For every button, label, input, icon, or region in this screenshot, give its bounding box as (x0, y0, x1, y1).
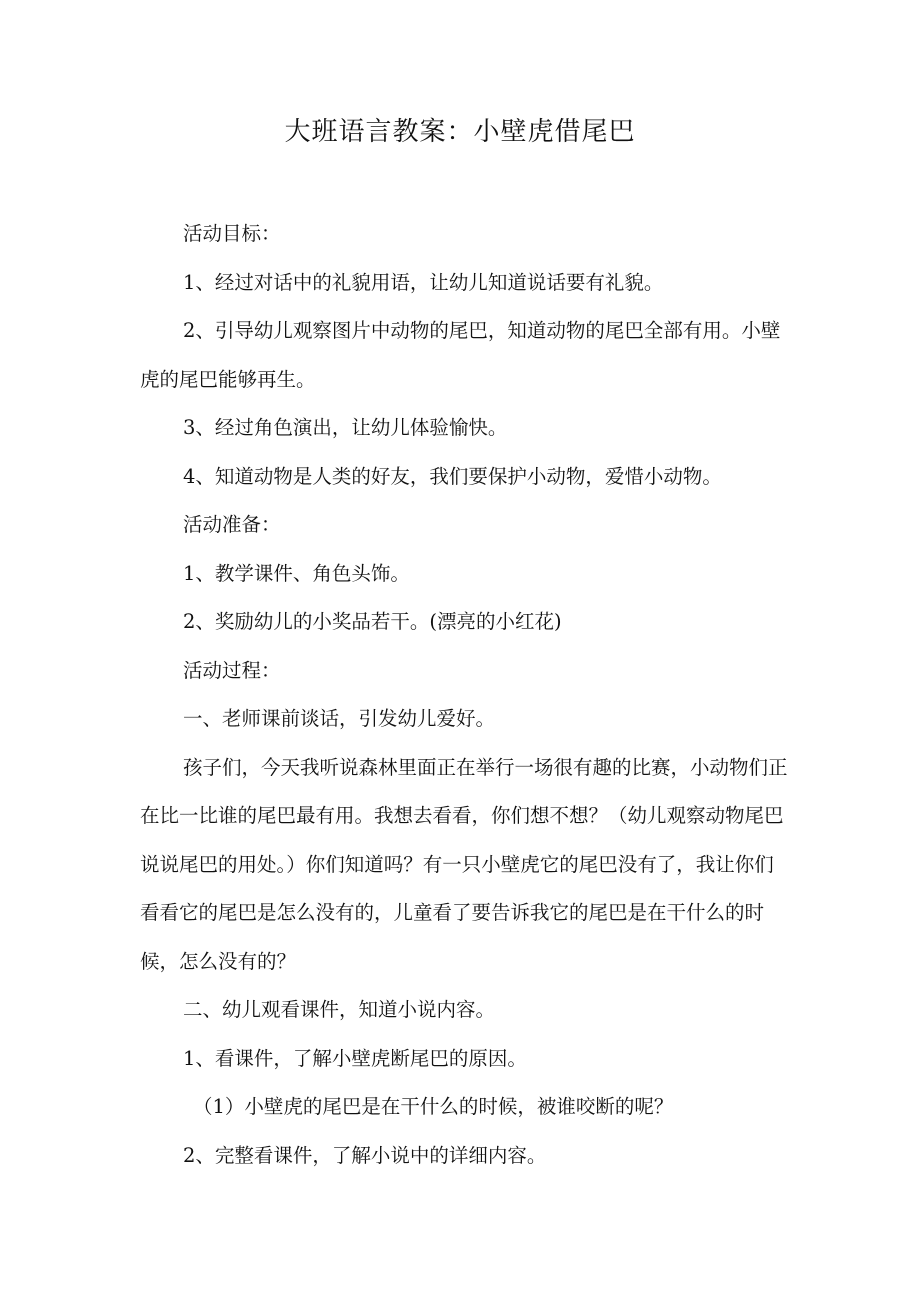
preparation-item-2: 2、奖励幼儿的小奖品若干。(漂亮的小红花) (183, 610, 562, 633)
goal-item-1: 1、经过对话中的礼貌用语，让幼儿知道说话要有礼貌。 (183, 270, 664, 294)
process-step-2-question: （1）小壁虎的尾巴是在干什么的时候，被谁咬断的呢？ (193, 1095, 674, 1118)
section-heading-goals: 活动目标： (183, 222, 281, 245)
process-step-1: 一、老师课前谈话，引发幼儿爱好。 (183, 707, 496, 730)
goal-item-4: 4、知道动物是人类的好友，我们要保护小动物，爱惜小动物。 (183, 464, 722, 488)
process-step-2: 二、幼儿观看课件，知道小说内容。 (183, 998, 496, 1021)
process-step-2-item-1: 1、看课件，了解小壁虎断尾巴的原因。 (183, 1046, 527, 1070)
process-step-2-item-2: 2、完整看课件，了解小说中的详细内容。 (183, 1143, 547, 1167)
document-title: 大班语言教案：小壁虎借尾巴 (284, 117, 636, 147)
process-step-1-body: 孩子们，今天我听说森林里面正在举行一场很有趣的比赛，小动物们正在比一比谁的尾巴最有用。我想去看看，你们想不想？（幼儿观察动物尾巴说说尾巴的用处。）你们知道吗？有一只小壁虎它的尾巴没有了，我让你们看看它的尾巴是怎么没有的，儿童看了要告诉我它的尾巴是在干什么的时候，怎么没有的？ (140, 755, 788, 973)
goal-item-2: 2、引导幼儿观察图片中动物的尾巴，知道动物的尾巴全部有用。小壁虎的尾巴能够再生。 (140, 319, 781, 391)
section-heading-preparation: 活动准备： (183, 513, 281, 536)
goal-item-3: 3、经过角色演出，让幼儿体验愉快。 (183, 416, 508, 439)
section-heading-process: 活动过程： (183, 658, 281, 682)
preparation-item-1: 1、教学课件、角色头饰。 (183, 561, 410, 585)
document-body (140, 210, 790, 1180)
